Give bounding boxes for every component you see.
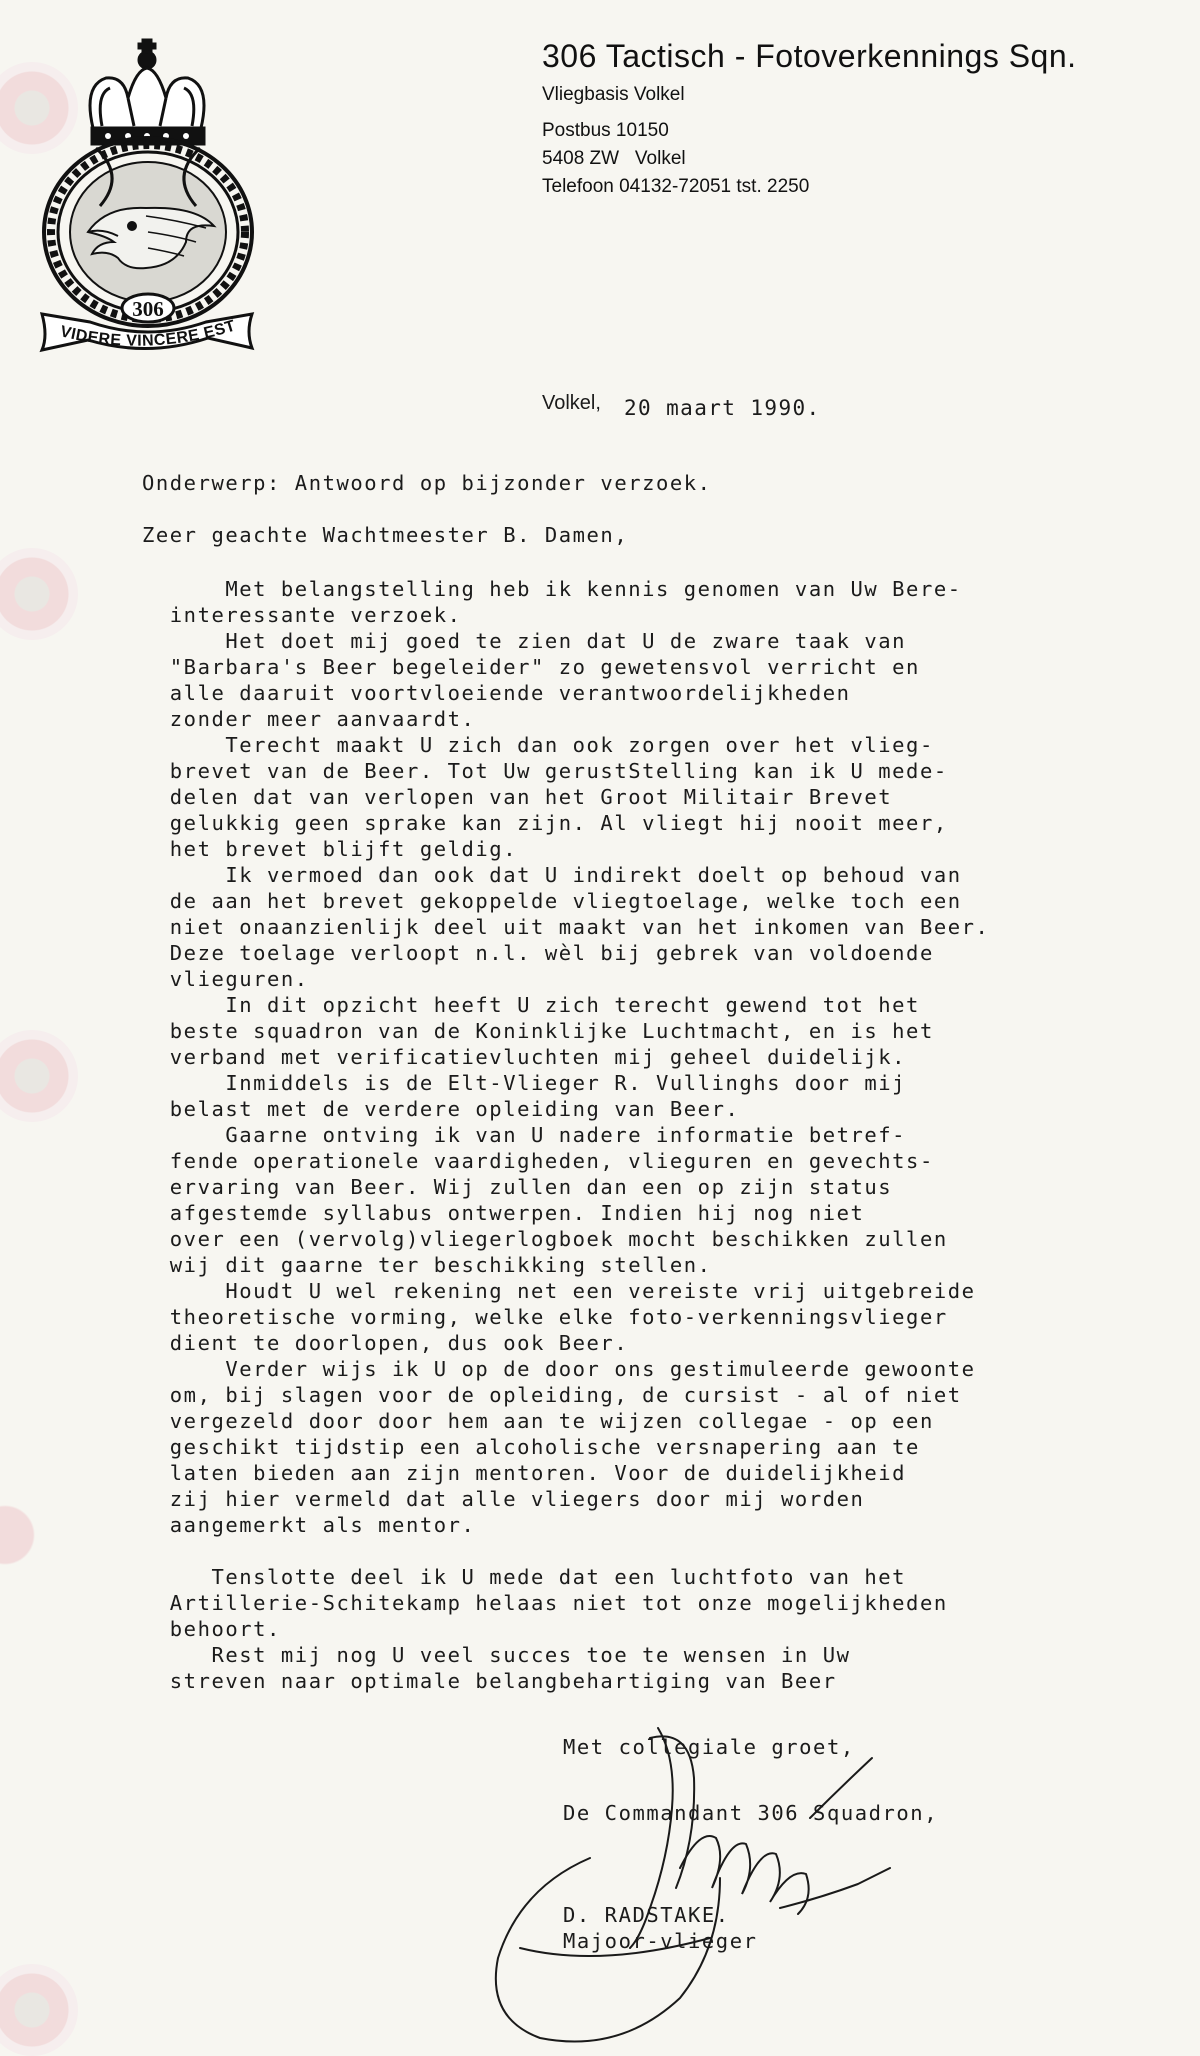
handwritten-signature — [480, 1718, 910, 2048]
body-line: dient te doorlopen, dus ook Beer. — [142, 1331, 629, 1355]
binder-hole — [0, 1964, 78, 2056]
closing-greeting: Met collegiale groet, — [563, 1735, 855, 1759]
body-line: om, bij slagen voor de opleiding, de cursist - al of niet — [142, 1383, 962, 1407]
letterhead-base: Vliegbasis Volkel — [542, 84, 685, 105]
body-line: "Barbara's Beer begeleider" zo gewetensvol verricht en — [142, 655, 920, 679]
letterhead-phone: Telefoon 04132-72051 tst. 2250 — [542, 176, 810, 197]
body-line: Houdt U wel rekening net een vereiste vrij uitgebreide — [142, 1279, 976, 1303]
body-line: vlieguren. — [142, 967, 309, 991]
body-line: ervaring van Beer. Wij zullen dan een op zijn status — [142, 1175, 893, 1199]
body-line: over een (vervolg)vliegerlogboek mocht beschikken zullen — [142, 1227, 948, 1251]
body-line: interessante verzoek. — [142, 603, 462, 627]
body-line: brevet van de Beer. Tot Uw gerustStelling kan ik U mede- — [142, 759, 948, 783]
body-line: laten bieden aan zijn mentoren. Voor de duidelijkheid — [142, 1461, 907, 1485]
closing-position: De Commandant 306 Squadron, — [563, 1801, 939, 1825]
crown-icon — [90, 40, 204, 144]
body-line: alle daaruit voortvloeiende verantwoordelijkheden — [142, 681, 851, 705]
letterhead-unit-name: 306 Tactisch - Fotoverkennings Sqn. — [542, 38, 1077, 74]
body-line: Met belangstelling heb ik kennis genomen van Uw Bere- — [142, 577, 962, 601]
body-line: zonder meer aanvaardt. — [142, 707, 476, 731]
body-line: afgestemde syllabus ontwerpen. Indien hij nog niet — [142, 1201, 865, 1225]
body-line: delen dat van verlopen van het Groot Militair Brevet — [142, 785, 893, 809]
crest-motto: VIDERE VINCERE EST — [58, 317, 238, 350]
date-value: 20 maart 1990. — [624, 396, 821, 420]
body-line: vergezeld door door hem aan te wijzen collegae - op een — [142, 1409, 934, 1433]
body-line: streven naar optimale belangbehartiging van Beer — [142, 1669, 837, 1693]
body-line: fende operationele vaardigheden, vlieguren en gevechts- — [142, 1149, 934, 1173]
body-line: geschikt tijdstip een alcoholische versnapering aan te — [142, 1435, 920, 1459]
body-line: wij dit gaarne ter beschikking stellen. — [142, 1253, 712, 1277]
body-line: Rest mij nog U veel succes toe te wensen in Uw — [142, 1643, 851, 1667]
body-line: theoretische vorming, welke elke foto-verkenningsvlieger — [142, 1305, 948, 1329]
body-line: gelukkig geen sprake kan zijn. Al vliegt hij nooit meer, — [142, 811, 948, 835]
body-line — [142, 1538, 989, 1564]
body-line: niet onaanzienlijk deel uit maakt van het inkomen van Beer. — [142, 915, 990, 939]
binder-hole-edge — [0, 1500, 40, 1570]
squadron-number: 306 — [132, 297, 164, 321]
binder-hole — [0, 1030, 78, 1122]
subject-line: Onderwerp: Antwoord op bijzonder verzoek. — [142, 471, 712, 495]
letter-body — [142, 576, 989, 1694]
body-line: Inmiddels is de Elt-Vlieger R. Vullinghs door mij — [142, 1071, 907, 1095]
body-line: belast met de verdere opleiding van Beer. — [142, 1097, 740, 1121]
body-line: Artillerie-Schitekamp helaas niet tot onze mogelijkheden — [142, 1591, 948, 1615]
body-line: Gaarne ontving ik van U nadere informatie betref- — [142, 1123, 907, 1147]
letterhead-postbus: Postbus 10150 — [542, 120, 669, 141]
body-line: verband met verificatievluchten mij geheel duidelijk. — [142, 1045, 907, 1069]
body-line: Ik vermoed dan ook dat U indirekt doelt op behoud van — [142, 863, 962, 887]
body-line: aangemerkt als mentor. — [142, 1513, 476, 1537]
letterhead-postcode: 5408 ZW Volkel — [542, 148, 686, 169]
body-line: Tenslotte deel ik U mede dat een luchtfoto van het — [142, 1565, 907, 1589]
body-line: de aan het brevet gekoppelde vliegtoelage, welke toch een — [142, 889, 962, 913]
binder-hole — [0, 548, 78, 640]
body-line: Verder wijs ik U op de door ons gestimuleerde gewoonte — [142, 1357, 976, 1381]
body-line: zij hier vermeld dat alle vliegers door mij worden — [142, 1487, 865, 1511]
squadron-crest-emblem — [36, 36, 266, 356]
signatory-name: D. RADSTAKE. — [563, 1903, 730, 1927]
date-place: Volkel, — [542, 392, 601, 414]
body-line: Het doet mij goed te zien dat U de zware taak van — [142, 629, 907, 653]
body-line: Deze toelage verloopt n.l. wèl bij gebrek van voldoende — [142, 941, 934, 965]
signatory-rank: Majoor-vlieger — [563, 1929, 758, 1953]
body-line: behoort. — [142, 1617, 281, 1641]
body-line: het brevet blijft geldig. — [142, 837, 518, 861]
body-line: beste squadron van de Koninklijke Luchtmacht, en is het — [142, 1019, 934, 1043]
body-line: Terecht maakt U zich dan ook zorgen over het vlieg- — [142, 733, 934, 757]
body-line: In dit opzicht heeft U zich terecht gewend tot het — [142, 993, 920, 1017]
salutation: Zeer geachte Wachtmeester B. Damen, — [142, 523, 629, 547]
